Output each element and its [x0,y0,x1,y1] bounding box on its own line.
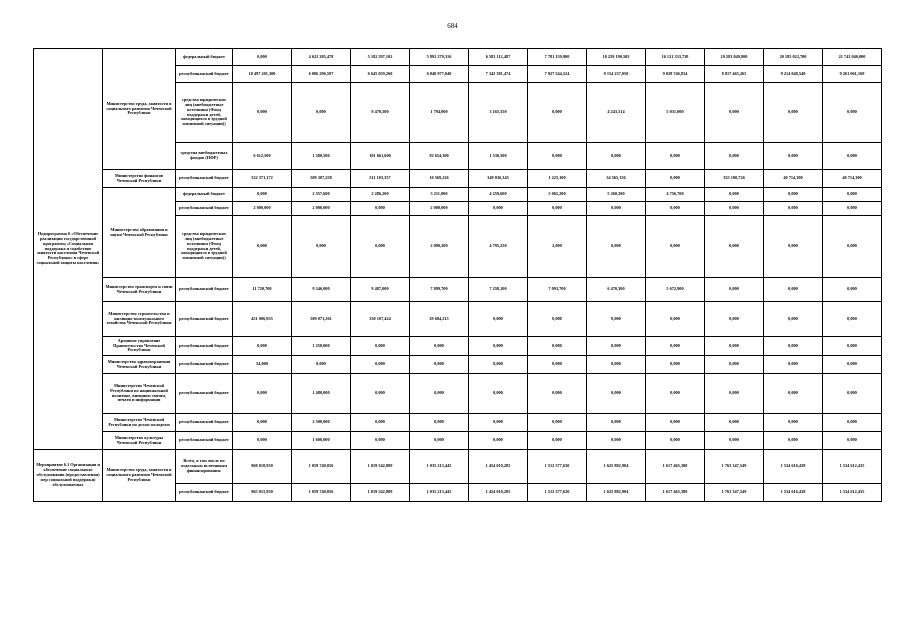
amount-cell: 0,000 [823,83,882,143]
amount-cell: 9 487,000 [351,278,410,302]
funding-source-cell: средства юридических лиц (внебюджетные источники (Фонд поддержки детей, находящихся в трудной жизненной ситуации)) [176,83,233,143]
amount-cell: 451 006,955 [233,302,292,337]
amount-cell: 0,000 [351,414,410,432]
amount-cell: 1 512 577,630 [528,450,587,484]
amount-cell: 2 286,200 [351,188,410,202]
amount-cell: 0,000 [823,414,882,432]
amount-cell: 0,000 [646,216,705,278]
amount-cell: 6 612,500 [233,143,292,170]
amount-cell: 349 036,345 [469,170,528,188]
amount-cell: 9 261 061,169 [823,66,882,83]
amount-cell: 0,000 [764,302,823,337]
executor-cell: Министерство здравоохранения Чеченской Республики [103,356,176,374]
amount-cell: 0,000 [351,337,410,356]
table-row [34,414,882,432]
amount-cell: 0,000 [528,432,587,450]
amount-cell: 0,000 [587,302,646,337]
amount-cell: 0,000 [469,432,528,450]
amount-cell: 9 029 746,834 [646,66,705,83]
amount-cell: 19 283 049,800 [705,49,764,66]
amount-cell: 54,000 [233,356,292,374]
amount-cell: 0,000 [764,278,823,302]
amount-cell: 1 534 616,438 [764,450,823,484]
amount-cell: 509 307,258 [292,170,351,188]
amount-cell: 0,000 [646,337,705,356]
amount-cell: 965 015,950 [233,484,292,502]
program-cell: Подпрограмма 6 «Обеспечение реализации государственной программы «Социальная поддержка и содействие занятости населения Чеченской Республики» в сфере социальной защиты населения» [34,49,103,450]
amount-cell: 0,000 [587,432,646,450]
funding-source-cell: республиканский бюджет [176,337,233,356]
amount-cell: 0,000 [351,432,410,450]
amount-cell: 1 625 882,904 [587,450,646,484]
amount-cell: 0,000 [705,143,764,170]
amount-cell: 1 019 542,809 [351,450,410,484]
amount-cell: 21 743 040,000 [823,49,882,66]
amount-cell: 4 259,600 [469,188,528,202]
amount-cell: 0,000 [410,374,469,414]
amount-cell: 0,000 [410,414,469,432]
amount-cell: 0,000 [705,83,764,143]
amount-cell: 7 258,100 [469,278,528,302]
table-row [34,302,882,337]
amount-cell: 0,000 [587,202,646,216]
amount-cell: 0,000 [233,216,292,278]
funding-source-cell: федеральный бюджет [176,188,233,202]
amount-cell: 10 497 201,300 [233,66,292,83]
amount-cell: 0,000 [823,278,882,302]
amount-cell: 0,000 [823,374,882,414]
funding-source-cell: республиканский бюджет [176,484,233,502]
table-row [34,170,882,188]
amount-cell: 7 093,700 [528,278,587,302]
funding-source-cell: Всего, в том числе по отдельным источникам финансирования: [176,450,233,484]
executor-cell: Министерство культуры Чеченской Республики [103,432,176,450]
amount-cell: 1 454 010,285 [469,450,528,484]
funding-source-cell: республиканский бюджет [176,170,233,188]
amount-cell: 0,000 [351,356,410,374]
funding-source-cell: республиканский бюджет [176,202,233,216]
funding-source-cell: республиканский бюджет [176,432,233,450]
amount-cell: 0,000 [646,356,705,374]
amount-cell: 0,000 [528,356,587,374]
amount-cell: 0,000 [646,414,705,432]
amount-cell: 1 534 612,435 [823,484,882,502]
amount-cell: 0,000 [764,356,823,374]
funding-source-cell: республиканский бюджет [176,356,233,374]
amount-cell: 0,000 [469,202,528,216]
amount-cell: 16 121 333,738 [646,49,705,66]
amount-cell: 34 565,156 [587,170,646,188]
amount-cell: 5 065,200 [528,188,587,202]
amount-cell: 0,000 [587,337,646,356]
amount-cell: 1 763 347,549 [705,450,764,484]
amount-cell: 0,000 [351,202,410,216]
table-row [34,432,882,450]
funding-source-cell: федеральный бюджет [176,49,233,66]
executor-cell: Министерство Чеченской Республики по национальной политике, внешним связям, печати и информации [103,374,176,414]
table-row [34,278,882,302]
funding-source-cell: республиканский бюджет [176,302,233,337]
amount-cell: 0,000 [410,337,469,356]
amount-cell: 0,000 [823,356,882,374]
amount-cell: 0,000 [646,143,705,170]
amount-cell: 0,000 [823,202,882,216]
amount-cell: 0,000 [823,302,882,337]
amount-cell: 1 763 347,549 [705,484,764,502]
amount-cell: 1 625 882,904 [587,484,646,502]
amount-cell: 29 604,215 [410,302,469,337]
table-row [34,337,882,356]
amount-cell: 0,000 [292,216,351,278]
amount-cell: 92 654,300 [410,143,469,170]
amount-cell: 0,000 [823,337,882,356]
amount-cell: 0,000 [587,356,646,374]
executor-cell: Министерство труда, занятости и социального развития Чеченской Республики [103,450,176,502]
amount-cell: 0,000 [233,49,292,66]
amount-cell: 1 250,000 [292,337,351,356]
amount-cell: 3 165,350 [469,83,528,143]
amount-cell: 0,000 [764,83,823,143]
table-row [34,374,882,414]
amount-cell: 4 795,250 [469,216,528,278]
amount-cell: 968 018,950 [233,450,292,484]
amount-cell: 1 530,500 [469,143,528,170]
amount-cell: 2 000,000 [410,202,469,216]
executor-cell: Министерство финансов Чеченской Республики [103,170,176,188]
amount-cell: 0,000 [587,374,646,414]
funding-source-cell: средства юридических лиц (внебюджетные источники (Фонд поддержки детей, находящихся в трудной жизненной ситуации)) [176,216,233,278]
amount-cell: 9 214 048,540 [764,66,823,83]
executor-cell: Министерство труда, занятости и социального развития Чеченской Республики [103,49,176,170]
amount-cell: 8 817 465,265 [705,66,764,83]
budget-table [33,48,882,502]
amount-cell: 0,000 [764,202,823,216]
amount-cell: 10 259 190,505 [587,49,646,66]
amount-cell: 0,000 [233,374,292,414]
amount-cell: 7 342 381,474 [469,66,528,83]
amount-cell: 6 583 112,487 [469,49,528,66]
amount-cell: 5 211,000 [410,188,469,202]
amount-cell: 0,000 [823,143,882,170]
amount-cell: 1 480,000 [292,374,351,414]
amount-cell: 0,000 [646,170,705,188]
amount-cell: 0,000 [233,188,292,202]
amount-cell: 5 672,900 [646,278,705,302]
amount-cell: 1 059 740,056 [292,450,351,484]
amount-cell: 1 600,000 [292,432,351,450]
amount-cell: 1 035 213,445 [410,450,469,484]
amount-cell: 0,000 [351,374,410,414]
amount-cell: 0,000 [764,188,823,202]
amount-cell: 511 103,357 [351,170,410,188]
amount-cell: 6 645 059,260 [351,66,410,83]
amount-cell: 0,000 [233,83,292,143]
amount-cell: 4 622 205,478 [292,49,351,66]
executor-cell: Министерство образования и науки Чеченской Республики [103,188,176,278]
amount-cell: 0,000 [705,202,764,216]
amount-cell: 101 661,600 [351,143,410,170]
amount-cell: 7 899,700 [410,278,469,302]
amount-cell: 2 557,600 [292,188,351,202]
amount-cell: 0,000 [705,337,764,356]
amount-cell: 1 794,000 [410,83,469,143]
amount-cell: 1 617 465,380 [646,484,705,502]
amount-cell: 7 781 159,900 [528,49,587,66]
amount-cell: 2 500,000 [292,414,351,432]
table-row [34,188,882,202]
funding-source-cell: средства внебюджетных фондов (ПФР) [176,143,233,170]
amount-cell: 1 019 542,809 [351,484,410,502]
amount-cell: 6 040 977,040 [410,66,469,83]
amount-cell: 0,000 [705,188,764,202]
amount-cell: 0,000 [764,337,823,356]
amount-cell: 1 617 465,380 [646,450,705,484]
amount-cell: 0,000 [705,374,764,414]
amount-cell: 0,000 [410,356,469,374]
amount-cell: 0,000 [705,432,764,450]
amount-cell: 0,000 [705,278,764,302]
amount-cell: 0,000 [469,414,528,432]
amount-cell: 1 454 010,285 [469,484,528,502]
amount-cell: 0,000 [823,432,882,450]
amount-cell: 0,000 [469,302,528,337]
amount-cell: 0,000 [646,302,705,337]
amount-cell: 5 182 597,102 [351,49,410,66]
executor-cell: Министерство строительства и жилищно-коммунального хозяйства Чеченской Республики [103,302,176,337]
amount-cell: 0,000 [646,374,705,414]
program-cell: Мероприятие 6.1 Организация и обеспечение социального обслуживания (предоставления) мер социальной поддержки) обслуживаемых [34,450,103,502]
amount-cell: 0,000 [823,188,882,202]
amount-cell: 0,000 [587,216,646,278]
amount-cell: 0,000 [587,143,646,170]
table-row [34,356,882,374]
amount-cell: 0,000 [646,432,705,450]
funding-source-cell: республиканский бюджет [176,66,233,83]
amount-cell: 0,000 [587,414,646,432]
amount-cell: 330 107,424 [351,302,410,337]
amount-cell: 2,000 [528,216,587,278]
funding-source-cell: республиканский бюджет [176,278,233,302]
amount-cell: 4 756,700 [646,188,705,202]
amount-cell: 0,000 [705,216,764,278]
amount-cell: 1 059 740,056 [292,484,351,502]
amount-cell: 4 243,314 [587,83,646,143]
amount-cell: 0,000 [233,414,292,432]
funding-source-cell: республиканский бюджет [176,414,233,432]
amount-cell: 0,000 [528,202,587,216]
amount-cell: 0,000 [528,83,587,143]
page-number: 684 [447,22,458,30]
amount-cell: 0,000 [528,337,587,356]
amount-cell: 0,000 [823,216,882,278]
amount-cell: 0,000 [705,414,764,432]
amount-cell: 0,000 [292,83,351,143]
amount-cell: 1 534 612,435 [823,450,882,484]
table-row [34,49,882,66]
amount-cell: 2 090,200 [410,216,469,278]
amount-cell: 0,000 [351,216,410,278]
amount-cell: 509 071,261 [292,302,351,337]
amount-cell: 7 927 544,524 [528,66,587,83]
amount-cell: 0,000 [764,374,823,414]
executor-cell: Архивное управление Правительства Чеченской Республики [103,337,176,356]
amount-cell: 2 000,000 [292,202,351,216]
amount-cell: 0,000 [528,302,587,337]
amount-cell: 5 892 279,316 [410,49,469,66]
amount-cell: 0,000 [469,356,528,374]
funding-source-cell: республиканский бюджет [176,374,233,414]
amount-cell: 0,000 [764,414,823,432]
amount-cell: 0,000 [764,216,823,278]
amount-cell: 20 185 023,700 [764,49,823,66]
amount-cell: 6 006 296,597 [292,66,351,83]
amount-cell: 355 100,726 [705,170,764,188]
amount-cell: 40 714,300 [823,170,882,188]
executor-cell: Министерство Чеченской Республики по делам молодежи [103,414,176,432]
amount-cell: 9 346,000 [292,278,351,302]
amount-cell: 522 371,172 [233,170,292,188]
table-row [34,450,882,484]
amount-cell: 0,000 [233,337,292,356]
amount-cell: 5 031,000 [646,83,705,143]
amount-cell: 0,000 [528,414,587,432]
amount-cell: 6 470,300 [587,278,646,302]
amount-cell: 0,000 [528,143,587,170]
amount-cell: 0,000 [292,356,351,374]
amount-cell: 0,000 [410,432,469,450]
amount-cell: 1 223,100 [528,170,587,188]
amount-cell: 0,000 [646,202,705,216]
amount-cell: 0,000 [528,374,587,414]
amount-cell: 40 714,300 [764,170,823,188]
amount-cell: 9 154 237,050 [587,66,646,83]
amount-cell: 2 000,000 [233,202,292,216]
amount-cell: 1 035 213,445 [410,484,469,502]
amount-cell: 10 569,226 [410,170,469,188]
amount-cell: 0,000 [705,302,764,337]
amount-cell: 0,000 [764,143,823,170]
amount-cell: 0,000 [233,432,292,450]
amount-cell: 1 512 577,630 [528,484,587,502]
amount-cell: 11 720,700 [233,278,292,302]
amount-cell: 5 260,200 [587,188,646,202]
amount-cell: 0,000 [705,356,764,374]
amount-cell: 0,000 [469,337,528,356]
amount-cell: 0,000 [764,432,823,450]
amount-cell: 1 580,500 [292,143,351,170]
amount-cell: 0 470,500 [351,83,410,143]
amount-cell: 0,000 [469,374,528,414]
amount-cell: 1 534 616,438 [764,484,823,502]
executor-cell: Министерство транспорта и связи Чеченской Республики [103,278,176,302]
